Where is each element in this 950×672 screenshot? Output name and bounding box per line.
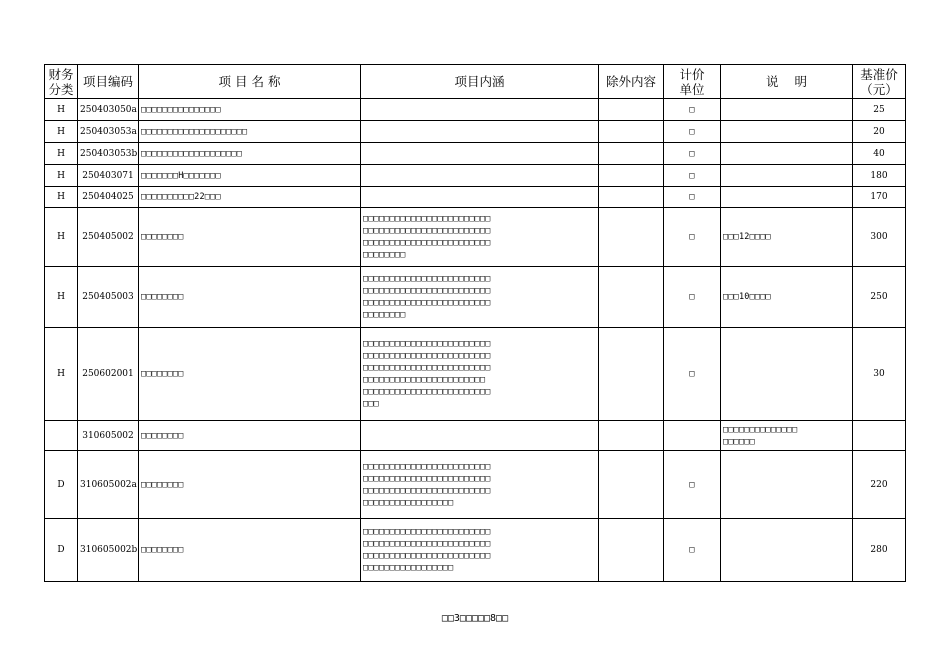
row-price: 170 <box>853 187 906 208</box>
row-code: 250403053b <box>78 143 139 165</box>
header-price: 基准价 （元） <box>853 65 906 99</box>
table-row <box>45 267 906 328</box>
header-row <box>45 65 906 99</box>
row-excluded <box>599 187 664 208</box>
row-excluded <box>599 121 664 143</box>
row-code: 250403071 <box>78 165 139 187</box>
row-code: 250405002 <box>78 208 139 267</box>
row-name: □□□□□□□□ <box>139 519 361 582</box>
table-row <box>45 165 906 187</box>
page-footer: □□3□□□□□8□□ <box>441 613 509 624</box>
row-note: □□□12□□□□ <box>721 208 853 267</box>
row-unit: □ <box>664 187 721 208</box>
row-excluded <box>599 451 664 519</box>
price-table <box>44 64 906 582</box>
row-note <box>721 451 853 519</box>
row-price: 40 <box>853 143 906 165</box>
row-name: □□□□□□□□ <box>139 451 361 519</box>
row-price <box>853 421 906 451</box>
row-excluded <box>599 99 664 121</box>
row-content <box>361 187 599 208</box>
row-note: □□□□□□□□□□□□□□ □□□□□□ <box>721 421 853 451</box>
row-note: □□□10□□□□ <box>721 267 853 328</box>
row-name: □□□□□□□□ <box>139 421 361 451</box>
row-category: H <box>45 208 78 267</box>
row-unit <box>664 421 721 451</box>
header-unit: 计价 单位 <box>664 65 721 99</box>
row-name: □□□□□□□□□□□□□□□□□□□ <box>139 143 361 165</box>
row-excluded <box>599 519 664 582</box>
row-category: D <box>45 519 78 582</box>
row-category: D <box>45 451 78 519</box>
table-row <box>45 519 906 582</box>
row-name: □□□□□□□□ <box>139 208 361 267</box>
row-note <box>721 187 853 208</box>
row-name: □□□□□□□□□□□□□□□ <box>139 99 361 121</box>
row-content: □□□□□□□□□□□□□□□□□□□□□□□□ □□□□□□□□□□□□□□□□□□□□□□□□ □□□□□□□□□□□□□□□□□□□□□□□□ □□□□□□□□ <box>361 267 599 328</box>
row-note <box>721 99 853 121</box>
row-price: 30 <box>853 328 906 421</box>
row-price: 300 <box>853 208 906 267</box>
header-content: 项目内涵 <box>361 65 599 99</box>
row-price: 25 <box>853 99 906 121</box>
row-name: □□□□□□□□□□□□□□□□□□□□ <box>139 121 361 143</box>
row-content: □□□□□□□□□□□□□□□□□□□□□□□□ □□□□□□□□□□□□□□□□□□□□□□□□ □□□□□□□□□□□□□□□□□□□□□□□□ □□□□□□□□ <box>361 208 599 267</box>
row-content <box>361 99 599 121</box>
row-code: 310605002a <box>78 451 139 519</box>
table-row <box>45 328 906 421</box>
row-code: 310605002b <box>78 519 139 582</box>
row-code: 250403050a <box>78 99 139 121</box>
row-excluded <box>599 421 664 451</box>
row-content: □□□□□□□□□□□□□□□□□□□□□□□□ □□□□□□□□□□□□□□□□□□□□□□□□ □□□□□□□□□□□□□□□□□□□□□□□□ □□□□□□□□□□□□□□□□□□□□□□□ □□□□□□□□□□□□□□□□□□□□□□□□ □□□ <box>361 328 599 421</box>
row-unit: □ <box>664 99 721 121</box>
row-code: 250403053a <box>78 121 139 143</box>
row-name: □□□□□□□H□□□□□□□ <box>139 165 361 187</box>
table-row <box>45 121 906 143</box>
row-content <box>361 165 599 187</box>
row-category: H <box>45 121 78 143</box>
row-excluded <box>599 328 664 421</box>
row-price: 20 <box>853 121 906 143</box>
row-price: 250 <box>853 267 906 328</box>
row-category: H <box>45 165 78 187</box>
row-content <box>361 121 599 143</box>
row-content <box>361 421 599 451</box>
row-note <box>721 121 853 143</box>
row-note <box>721 519 853 582</box>
row-category: H <box>45 99 78 121</box>
table-row <box>45 208 906 267</box>
table-row <box>45 451 906 519</box>
header-code: 项目编码 <box>78 65 139 99</box>
row-unit: □ <box>664 451 721 519</box>
row-note <box>721 143 853 165</box>
header-excluded: 除外内容 <box>599 65 664 99</box>
table-row <box>45 99 906 121</box>
row-price: 280 <box>853 519 906 582</box>
table-row <box>45 187 906 208</box>
row-content: □□□□□□□□□□□□□□□□□□□□□□□□ □□□□□□□□□□□□□□□□□□□□□□□□ □□□□□□□□□□□□□□□□□□□□□□□□ □□□□□□□□□□□□□□□□□ <box>361 451 599 519</box>
row-unit: □ <box>664 208 721 267</box>
row-note <box>721 165 853 187</box>
row-unit: □ <box>664 121 721 143</box>
row-category: H <box>45 328 78 421</box>
row-excluded <box>599 267 664 328</box>
row-name: □□□□□□□□□□22□□□ <box>139 187 361 208</box>
row-unit: □ <box>664 328 721 421</box>
row-category: H <box>45 267 78 328</box>
row-content <box>361 143 599 165</box>
row-category: H <box>45 187 78 208</box>
header-category: 财务 分类 <box>45 65 78 99</box>
row-category: H <box>45 143 78 165</box>
row-name: □□□□□□□□ <box>139 267 361 328</box>
row-note <box>721 328 853 421</box>
row-unit: □ <box>664 267 721 328</box>
row-excluded <box>599 143 664 165</box>
row-unit: □ <box>664 143 721 165</box>
row-name: □□□□□□□□ <box>139 328 361 421</box>
row-price: 180 <box>853 165 906 187</box>
header-note: 说 明 <box>721 65 853 99</box>
table-row <box>45 421 906 451</box>
row-code: 310605002 <box>78 421 139 451</box>
row-content: □□□□□□□□□□□□□□□□□□□□□□□□ □□□□□□□□□□□□□□□□□□□□□□□□ □□□□□□□□□□□□□□□□□□□□□□□□ □□□□□□□□□□□□□□□□□ <box>361 519 599 582</box>
row-excluded <box>599 165 664 187</box>
row-category <box>45 421 78 451</box>
header-name: 项 目 名 称 <box>139 65 361 99</box>
row-excluded <box>599 208 664 267</box>
row-unit: □ <box>664 165 721 187</box>
row-code: 250404025 <box>78 187 139 208</box>
row-code: 250602001 <box>78 328 139 421</box>
row-price: 220 <box>853 451 906 519</box>
row-unit: □ <box>664 519 721 582</box>
table-row <box>45 143 906 165</box>
row-code: 250405003 <box>78 267 139 328</box>
